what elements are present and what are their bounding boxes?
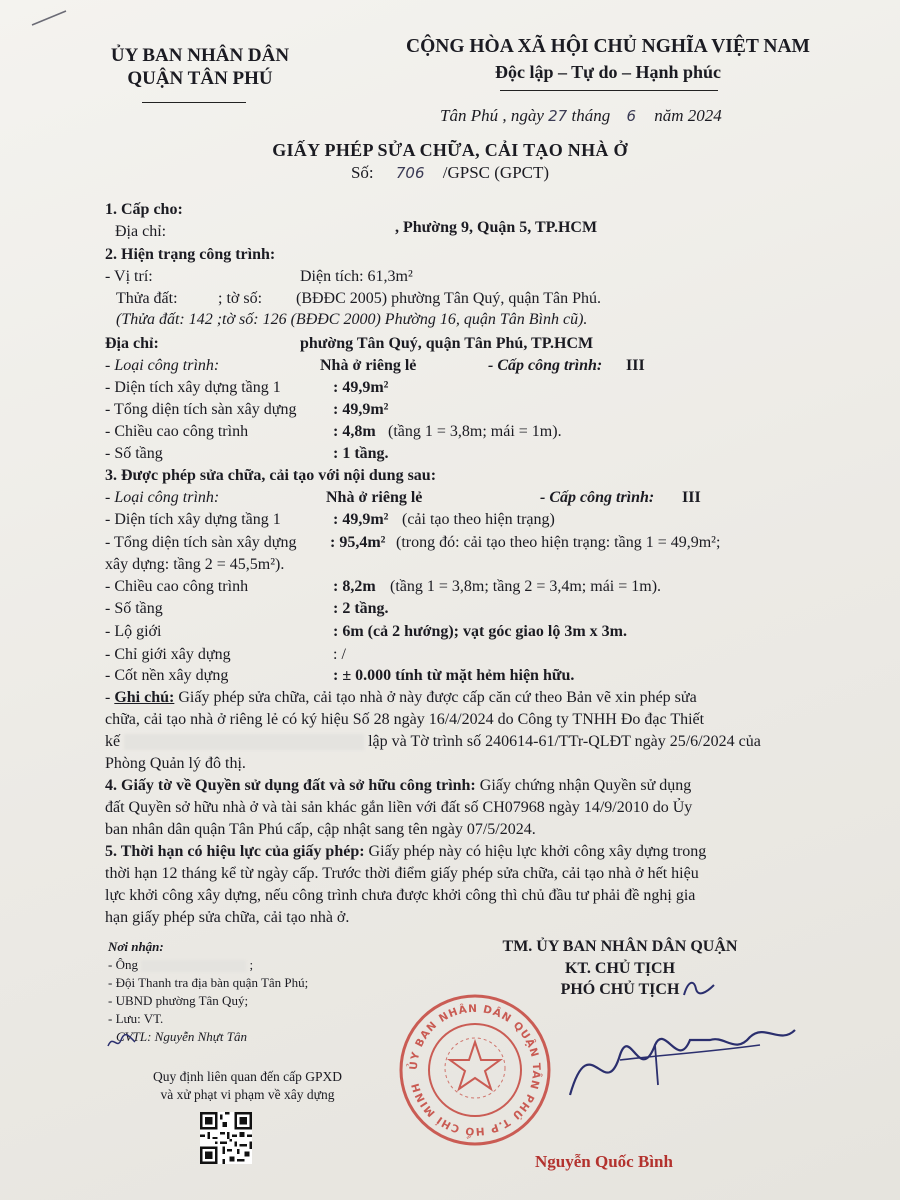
sec2-row-label: - Số tầng — [105, 445, 163, 462]
sec3-heading: 3. Được phép sửa chữa, cải tạo với nội dung sau: — [105, 467, 437, 484]
sec2-area: Diện tích: 61,3m² — [300, 268, 413, 285]
number-value: 706 — [395, 164, 425, 182]
sec3-note-line4: Phòng Quản lý đô thị. — [105, 755, 246, 772]
sec3-height-value: : 8,2m — [333, 578, 376, 595]
qr-code[interactable] — [200, 1112, 252, 1164]
sec2-row-label: - Diện tích xây dựng tầng 1 — [105, 379, 281, 396]
number-suffix: /GPSC (GPCT) — [442, 163, 550, 182]
sec2-grade-value: III — [626, 357, 645, 374]
sec3-grade-label: - Cấp công trình: — [540, 489, 655, 506]
sec3-type-value: Nhà ở riêng lẻ — [326, 489, 423, 506]
note-text-3b: lập và Tờ trình số 240614-61/TTr-QLĐT ngày 25/6/2024 của — [368, 733, 761, 750]
pen-scratch-icon — [30, 8, 70, 28]
sign-line-2: KT. CHỦ TỊCH — [564, 960, 676, 977]
sec3-area1-value: : 49,9m² — [333, 511, 389, 528]
sec5-line1 — [105, 841, 706, 863]
sec2-type-label: - Loại công trình: — [105, 357, 220, 374]
handwritten-signature — [560, 1015, 800, 1105]
sec5-heading: 5. Thời hạn có hiệu lực của giấy phép: — [105, 843, 365, 860]
sec2-row-value: : 49,9m² — [333, 401, 389, 418]
note-text-3a: kế — [105, 733, 121, 750]
number-label: Số: — [350, 163, 374, 182]
motto-underline — [500, 90, 718, 91]
sec3-total-extra2: xây dựng: tầng 2 = 45,5m²). — [105, 556, 285, 573]
sec5-line4: hạn giấy phép sửa chữa, cải tạo nhà ở. — [105, 909, 350, 926]
date-year: năm 2024 — [654, 106, 722, 125]
stamp-seal-icon — [395, 990, 555, 1150]
footnote-line2: và xử phạt vi phạm về xây dựng — [160, 1087, 335, 1102]
recipients-heading: Nơi nhận: — [108, 939, 164, 954]
recipient-item: - Đội Thanh tra địa bàn quận Tân Phú; — [108, 975, 309, 990]
authority-underline — [142, 102, 246, 103]
footnote — [140, 1068, 355, 1104]
sec3-total-value: : 95,4m² — [330, 534, 386, 551]
sec4-line2: đất Quyền sở hữu nhà ở và tài sản khác gắn liền với đất số CH07968 ngày 14/9/2010 do Ủy — [105, 799, 693, 816]
sec2-row-value: : 49,9m² — [333, 379, 389, 396]
sec3-total-extra: (trong đó: cải tạo theo hiện trạng: tầng 1 = 49,9m²; — [396, 534, 721, 551]
sec2-address-label: Địa chỉ: — [105, 335, 159, 352]
sec3-note-line2: chữa, cải tạo nhà ở riêng lẻ có ký hiệu Số 28 ngày 16/4/2024 do Công ty TNHH Đo đạc Thiết — [105, 711, 705, 728]
sec3-level-label: - Cốt nền xây dựng — [105, 667, 229, 684]
country-name: CỘNG HÒA XÃ HỘI CHỦ NGHĨA VIỆT NAM — [406, 36, 810, 57]
recipient-item — [108, 956, 253, 974]
issuing-authority — [95, 44, 305, 90]
date-month-label: tháng — [571, 106, 611, 125]
initial-check-mark-icon — [680, 975, 718, 1001]
sec2-type-value: Nhà ở riêng lẻ — [320, 357, 417, 374]
sec3-total-label: - Tổng diện tích sàn xây dựng — [105, 534, 297, 551]
sec3-floors-label: - Số tầng — [105, 600, 163, 617]
authority-line-1: ỦY BAN NHÂN DÂN — [110, 45, 290, 66]
sec2-grade-label: - Cấp công trình: — [488, 357, 603, 374]
authority-line-2: QUẬN TÂN PHÚ — [127, 68, 273, 89]
sec5-line1-rest: Giấy phép này có hiệu lực khởi công xây dựng trong — [368, 843, 707, 860]
date-place: Tân Phú , ngày — [440, 106, 544, 125]
sec3-type-label: - Loại công trình: — [105, 489, 220, 506]
redacted-recipient — [141, 960, 246, 972]
dateline — [440, 106, 722, 126]
sec3-note-line1: - Ghi chú: Giấy phép sửa chữa, cải tạo nhà ở này được cấp căn cứ theo Bản vẽ xin phép sửa — [105, 689, 697, 706]
sec3-level-value: : ± 0.000 tính từ mặt hẻm hiện hữu. — [333, 667, 575, 684]
sec3-setback-value: : 6m (cả 2 hướng); vạt góc giao lộ 3m x 3m. — [333, 623, 627, 640]
sec2-parcel-tail: (BĐĐC 2005) phường Tân Quý, quận Tân Phú. — [296, 290, 601, 307]
sec3-height-label: - Chiều cao công trình — [105, 578, 249, 595]
recipient-item-text: - Ông — [108, 957, 138, 972]
sec3-grade-value: III — [682, 489, 701, 506]
sec3-note-line3 — [105, 731, 761, 753]
sec3-height-extra: (tầng 1 = 3,8m; tầng 2 = 3,4m; mái = 1m). — [390, 578, 662, 595]
sign-line-3: PHÓ CHỦ TỊCH — [560, 981, 680, 998]
sec5-line3: lực khởi công xây dựng, nếu công trình chưa được khởi công thì chủ đầu tư phải đề nghị gia — [105, 887, 696, 904]
recipient-item: - Lưu: VT. — [108, 1011, 164, 1026]
sec3-area1-extra: (cải tạo theo hiện trạng) — [402, 511, 555, 528]
sec3-buildline-label: - Chỉ giới xây dựng — [105, 646, 231, 663]
official-stamp — [395, 990, 555, 1150]
sec5-line2: thời hạn 12 tháng kể từ ngày cấp. Trước thời điểm giấy phép sửa chữa, cải tạo nhà ở hết hiệu — [105, 865, 699, 882]
sec4-line1-rest: Giấy chứng nhận Quyền sử dụng — [479, 777, 692, 794]
motto: Độc lập – Tự do – Hạnh phúc — [494, 62, 722, 82]
footnote-line1: Quy định liên quan đến cấp GPXD — [153, 1069, 342, 1084]
sec3-area1-label: - Diện tích xây dựng tầng 1 — [105, 511, 281, 528]
sec1-address-value: , Phường 9, Quận 5, TP.HCM — [395, 219, 598, 236]
sec4-line1 — [105, 775, 691, 797]
sec2-parcel-old: (Thửa đất: 142 ;tờ số: 126 (BĐĐC 2000) Phường 16, quận Tân Bình cũ). — [116, 311, 588, 328]
date-day: 27 — [548, 107, 568, 125]
sec1-address-label: Địa chỉ: — [115, 223, 167, 240]
sec4-line3: ban nhân dân quận Tân Phú cấp, cập nhật sang tên ngày 07/5/2024. — [105, 821, 536, 838]
sec2-row-value: : 1 tầng. — [333, 445, 389, 462]
sec2-heading: 2. Hiện trạng công trình: — [105, 246, 276, 263]
sec2-address-value: phường Tân Quý, quận Tân Phú, TP.HCM — [300, 335, 594, 352]
national-motto — [368, 34, 848, 84]
signer-name: Nguyễn Quốc Bình — [535, 1152, 673, 1171]
recipient-item: - UBND phường Tân Quý; — [108, 993, 249, 1008]
sec2-parcel-value: ; tờ số: — [218, 290, 263, 307]
sec2-row-label: - Chiều cao công trình — [105, 423, 249, 440]
initials-mark-icon — [105, 1030, 139, 1052]
sec2-row-extra: (tầng 1 = 3,8m; mái = 1m). — [388, 423, 562, 440]
sec2-row-label: - Tổng diện tích sàn xây dựng — [105, 401, 297, 418]
sec3-floors-value: : 2 tầng. — [333, 600, 389, 617]
sign-line-1: TM. ỦY BAN NHÂN DÂN QUẬN — [502, 938, 738, 955]
sec4-heading: 4. Giấy tờ về Quyền sử dụng đất và sở hữu công trình: — [105, 777, 476, 794]
recipient-item-tail: ; — [249, 957, 254, 972]
document-title: GIẤY PHÉP SỬA CHỮA, CẢI TẠO NHÀ Ở — [272, 140, 628, 160]
sec3-setback-label: - Lộ giới — [105, 623, 162, 640]
document-number — [0, 163, 900, 183]
sec2-location-label: - Vị trí: — [105, 268, 153, 285]
sec3-buildline-value: : / — [333, 646, 346, 663]
note-label: Ghi chú: — [114, 689, 175, 706]
stamp-text: ỦY BAN NHÂN DÂN QUẬN TÂN PHÚ T.P HỒ CHÍ MINH — [407, 1002, 543, 1138]
sec2-parcel-label: Thửa đất: — [116, 290, 178, 307]
sec2-row-value: : 4,8m — [333, 423, 376, 440]
cvtl: CVTL: Nguyễn Nhựt Tân — [116, 1029, 247, 1044]
date-month: 6 — [626, 107, 637, 125]
note-text-1: Giấy phép sửa chữa, cải tạo nhà ở này được cấp căn cứ theo Bản vẽ xin phép sửa — [178, 689, 697, 706]
redacted-company — [124, 734, 364, 750]
sec1-heading: 1. Cấp cho: — [105, 201, 183, 218]
